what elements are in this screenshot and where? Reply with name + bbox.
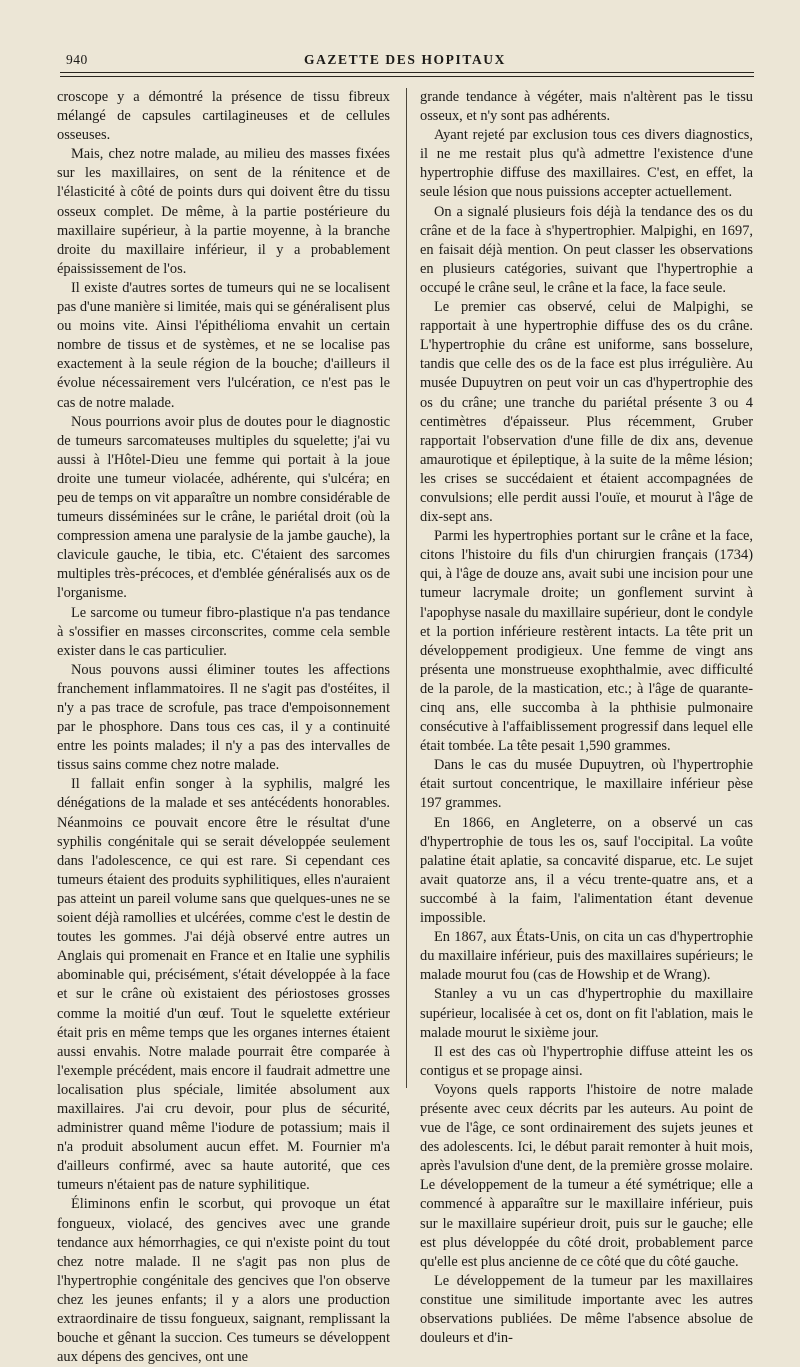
paragraph: Le sarcome ou tumeur fibro-plastique n'a pas tendance à s'ossifier en masses circonscrites, comme cela semble exister dans le cas particulier. [57,604,390,659]
paragraph: En 1866, en Angleterre, on a observé un cas d'hypertrophie de tous les os, sauf l'occipital. La voûte palatine était aplatie, sa concavité disparue, etc. Le sujet avait quatorze ans, il a vécu trente-quatre ans, et a succombé à la faim, l'alimentation étant devenue impossible. [420,814,753,927]
paragraph: Le développement de la tumeur par les maxillaires constitue une similitude importante avec les autres observations publiées. De même l'absence absolue de douleurs et d'in- [420,1272,753,1347]
paragraph: Ayant rejeté par exclusion tous ces divers diagnostics, il ne me restait plus qu'à admettre l'existence d'une hypertrophie diffuse des maxillaires. C'est, en effet, la seule lésion que nous puissions accepter actuellement. [420,127,753,201]
paragraph: Il fallait enfin songer à la syphilis, malgré les dénégations de la malade et ses antécédents honorables. Néanmoins ce pouvait encore être le résultat d'une syphilis congénitale qui se serait développée seulement dans l'adolescence, ce qui est rare. Si cependant ces tumeurs étaient des produits syphilitiques, elles n'auraient pas atteint un pareil volume sans que quelques-unes ne se soient déjà ramollies et ulcérées, comme c'est le destin de toutes les gommes. J'ai déjà observé entre autres un Anglais qui promenait en France et en Italie une syphilis abominable qui, précisément, s'était développée à la face et sur le crâne où existaient des périostoses grosses comme la moitié d'un œuf. Tout le squelette extérieur était pris en même temps que les organes internes étaient aussi envahis. Notre malade pourrait être comparée à l'exemple précédent, mais encore il faudrait admettre une localisation plus spéciale, limitée absolument aux maxillaires. J'ai cru devoir, pour plus de sécurité, administrer quand même l'iodure de potassium; mais il n'a produit absolument aucun effet. M. Fournier m'a d'ailleurs confirmé, avec sa haute autorité, que ces tumeurs n'étaient pas de nature syphilitique. [57,776,390,1194]
paragraph: Il est des cas où l'hypertrophie diffuse atteint les os contigus et se propage ainsi. [420,1043,753,1079]
paragraph: Mais, chez notre malade, au milieu des masses fixées sur les maxillaires, on sent de la rénitence et de l'élasticité à côté de points durs qui doivent être du tissu osseux complet. De même, à la partie postérieure du maxillaire supérieur, à la partie moyenne, à la branche droite du maxillaire inférieur, il y a probablement épaississement de l'os. [57,146,390,277]
header-rule-thin [60,76,754,77]
paragraph: En 1867, aux États-Unis, on cita un cas d'hypertrophie du maxillaire inférieur, puis des maxillaires supérieurs; le malade mourut fou (cas de Howship et de Wrang). [420,929,753,984]
column-divider [406,88,407,1088]
paragraph: Parmi les hypertrophies portant sur le crâne et la face, citons l'histoire du fils d'un chirurgien français (1734) qui, à l'âge de douze ans, avait subi une incision pour une tumeur lacrymale droite; un gonflement survint à l'apophyse nasale du maxillaire supérieur, dont le condyle et la portion inférieure restèrent intacts. La tête prit un développement prodigieux. Une femme de vingt ans présenta une monstrueuse exophthalmie, avec difficulté de la parole, de la mastication, etc.; à l'âge de quarante-cinq ans, elle succomba à la phthisie pulmonaire consécutive à l'affaiblissement progressif dans lequel elle était tombée. La tête pesait 1,590 grammes. [420,528,753,755]
paragraph: Dans le cas du musée Dupuytren, où l'hypertrophie était surtout concentrique, le maxillaire inférieur pèse 197 grammes. [420,757,753,812]
paragraph: Le premier cas observé, celui de Malpighi, se rapportait à une hypertrophie diffuse des os du crâne. L'hypertrophie du crâne est uniforme, sans bosselure, tandis que celle des os de la face est plus irrégulière. Au musée Dupuytren on peut voir un cas d'hypertrophie des os du crâne; une tranche du pariétal présente 3 ou 4 centimètres d'épaisseur. Plus récemment, Gruber rapportait l'observation d'une fille de dix ans, devenue amaurotique et épileptique, à la suite de la même lésion; les crises se succédaient et étaient accompagnées de convulsions; elle perdit aussi l'ouïe, et mourut à l'âge de dix-sept ans. [420,299,753,526]
page-number: 940 [66,52,88,67]
paragraph: croscope y a démontré la présence de tissu fibreux mélangé de capsules cartilagineuses et de cellules osseuses. [57,89,390,144]
header-rule [60,72,754,73]
paragraph: On a signalé plusieurs fois déjà la tendance des os du crâne et de la face à s'hypertrophier. Malpighi, en 1697, en faisait déjà mention. On peut classer les observations en plusieurs catégories, suivant que l'hypertrophie a occupé le crâne seul, le crâne et la face, la face seule. [420,203,753,296]
left-column [57,88,390,1366]
journal-title: GAZETTE DES HOPITAUX [303,52,507,67]
paragraph: Nous pouvons aussi éliminer toutes les affections franchement inflammatoires. Il ne s'agit pas d'ostéites, il n'y a pas trace de scrofule, pas trace d'empoisonnement par le phosphore. Dans tous ces cas, il y a continuité entre les points malades; il n'y a pas des intervalles de tissus sains comme chez notre malade. [57,661,390,774]
paragraph: Éliminons enfin le scorbut, qui provoque un état fongueux, violacé, des gencives avec une grande tendance aux hémorrhagies, ce qui n'existe point du tout chez notre malade. Il ne s'agit pas non plus de l'hypertrophie congénitale des gencives que l'on observe chez les jeunes enfants; il y a alors une production extraordinaire de tissu fongueux, saignant, remplissant la bouche et gênant la succion. Ces tumeurs se développent aux dépens des gencives, ont une [57,1196,390,1366]
paragraph: Il existe d'autres sortes de tumeurs qui ne se localisent pas d'une manière si limitée, mais qui se généralisent plus ou moins vite. Ainsi l'épithélioma envahit un certain nombre de tissus et de systèmes, et ne se localise pas exactement à la seule région de la bouche; d'ailleurs il évolue nécessairement vers l'ulcération, ce n'est pas le cas de notre malade. [57,279,390,411]
paragraph: Nous pourrions avoir plus de doutes pour le diagnostic de tumeurs sarcomateuses multiples du squelette; j'ai vu aussi à l'Hôtel-Dieu une femme qui portait à la joue droite une tumeur violacée, adhérente, qui s'ulcéra; en peu de temps on vit apparaître un nombre considérable de tumeurs disséminées sur le crâne, le pariétal droit (où la compression amena une paralysie de la jambe gauche), la clavicule gauche, le tibia, etc. C'étaient des sarcomes multiples très-précoces, et d'emblée généralisés aux os de l'organisme. [57,413,390,602]
paragraph: Stanley a vu un cas d'hypertrophie du maxillaire supérieur, localisée à cet os, dont on fit l'ablation, mais le malade mourut le sixième jour. [420,986,753,1041]
paragraph: grande tendance à végéter, mais n'altèrent pas le tissu osseux, et n'y sont pas adhérents. [420,89,753,125]
right-column [420,88,753,1347]
paragraph: Voyons quels rapports l'histoire de notre malade présente avec ceux décrits par les auteurs. Au point de vue de l'âge, ce sont ordinairement des sujets jeunes et des adolescents. Ici, le début parait remonter à huit mois, après l'avulsion d'une dent, de la première grosse molaire. Le développement de la tumeur a été symétrique; elle a commencé à apparaître sur le maxillaire inférieur, puis sur le maxillaire supérieur droit, puis sur le gauche; elle est plus développée du côté droit, probablement parce qu'elle est plus ancienne de ce côté que du côté gauche. [420,1081,753,1270]
page-header [56,50,754,72]
